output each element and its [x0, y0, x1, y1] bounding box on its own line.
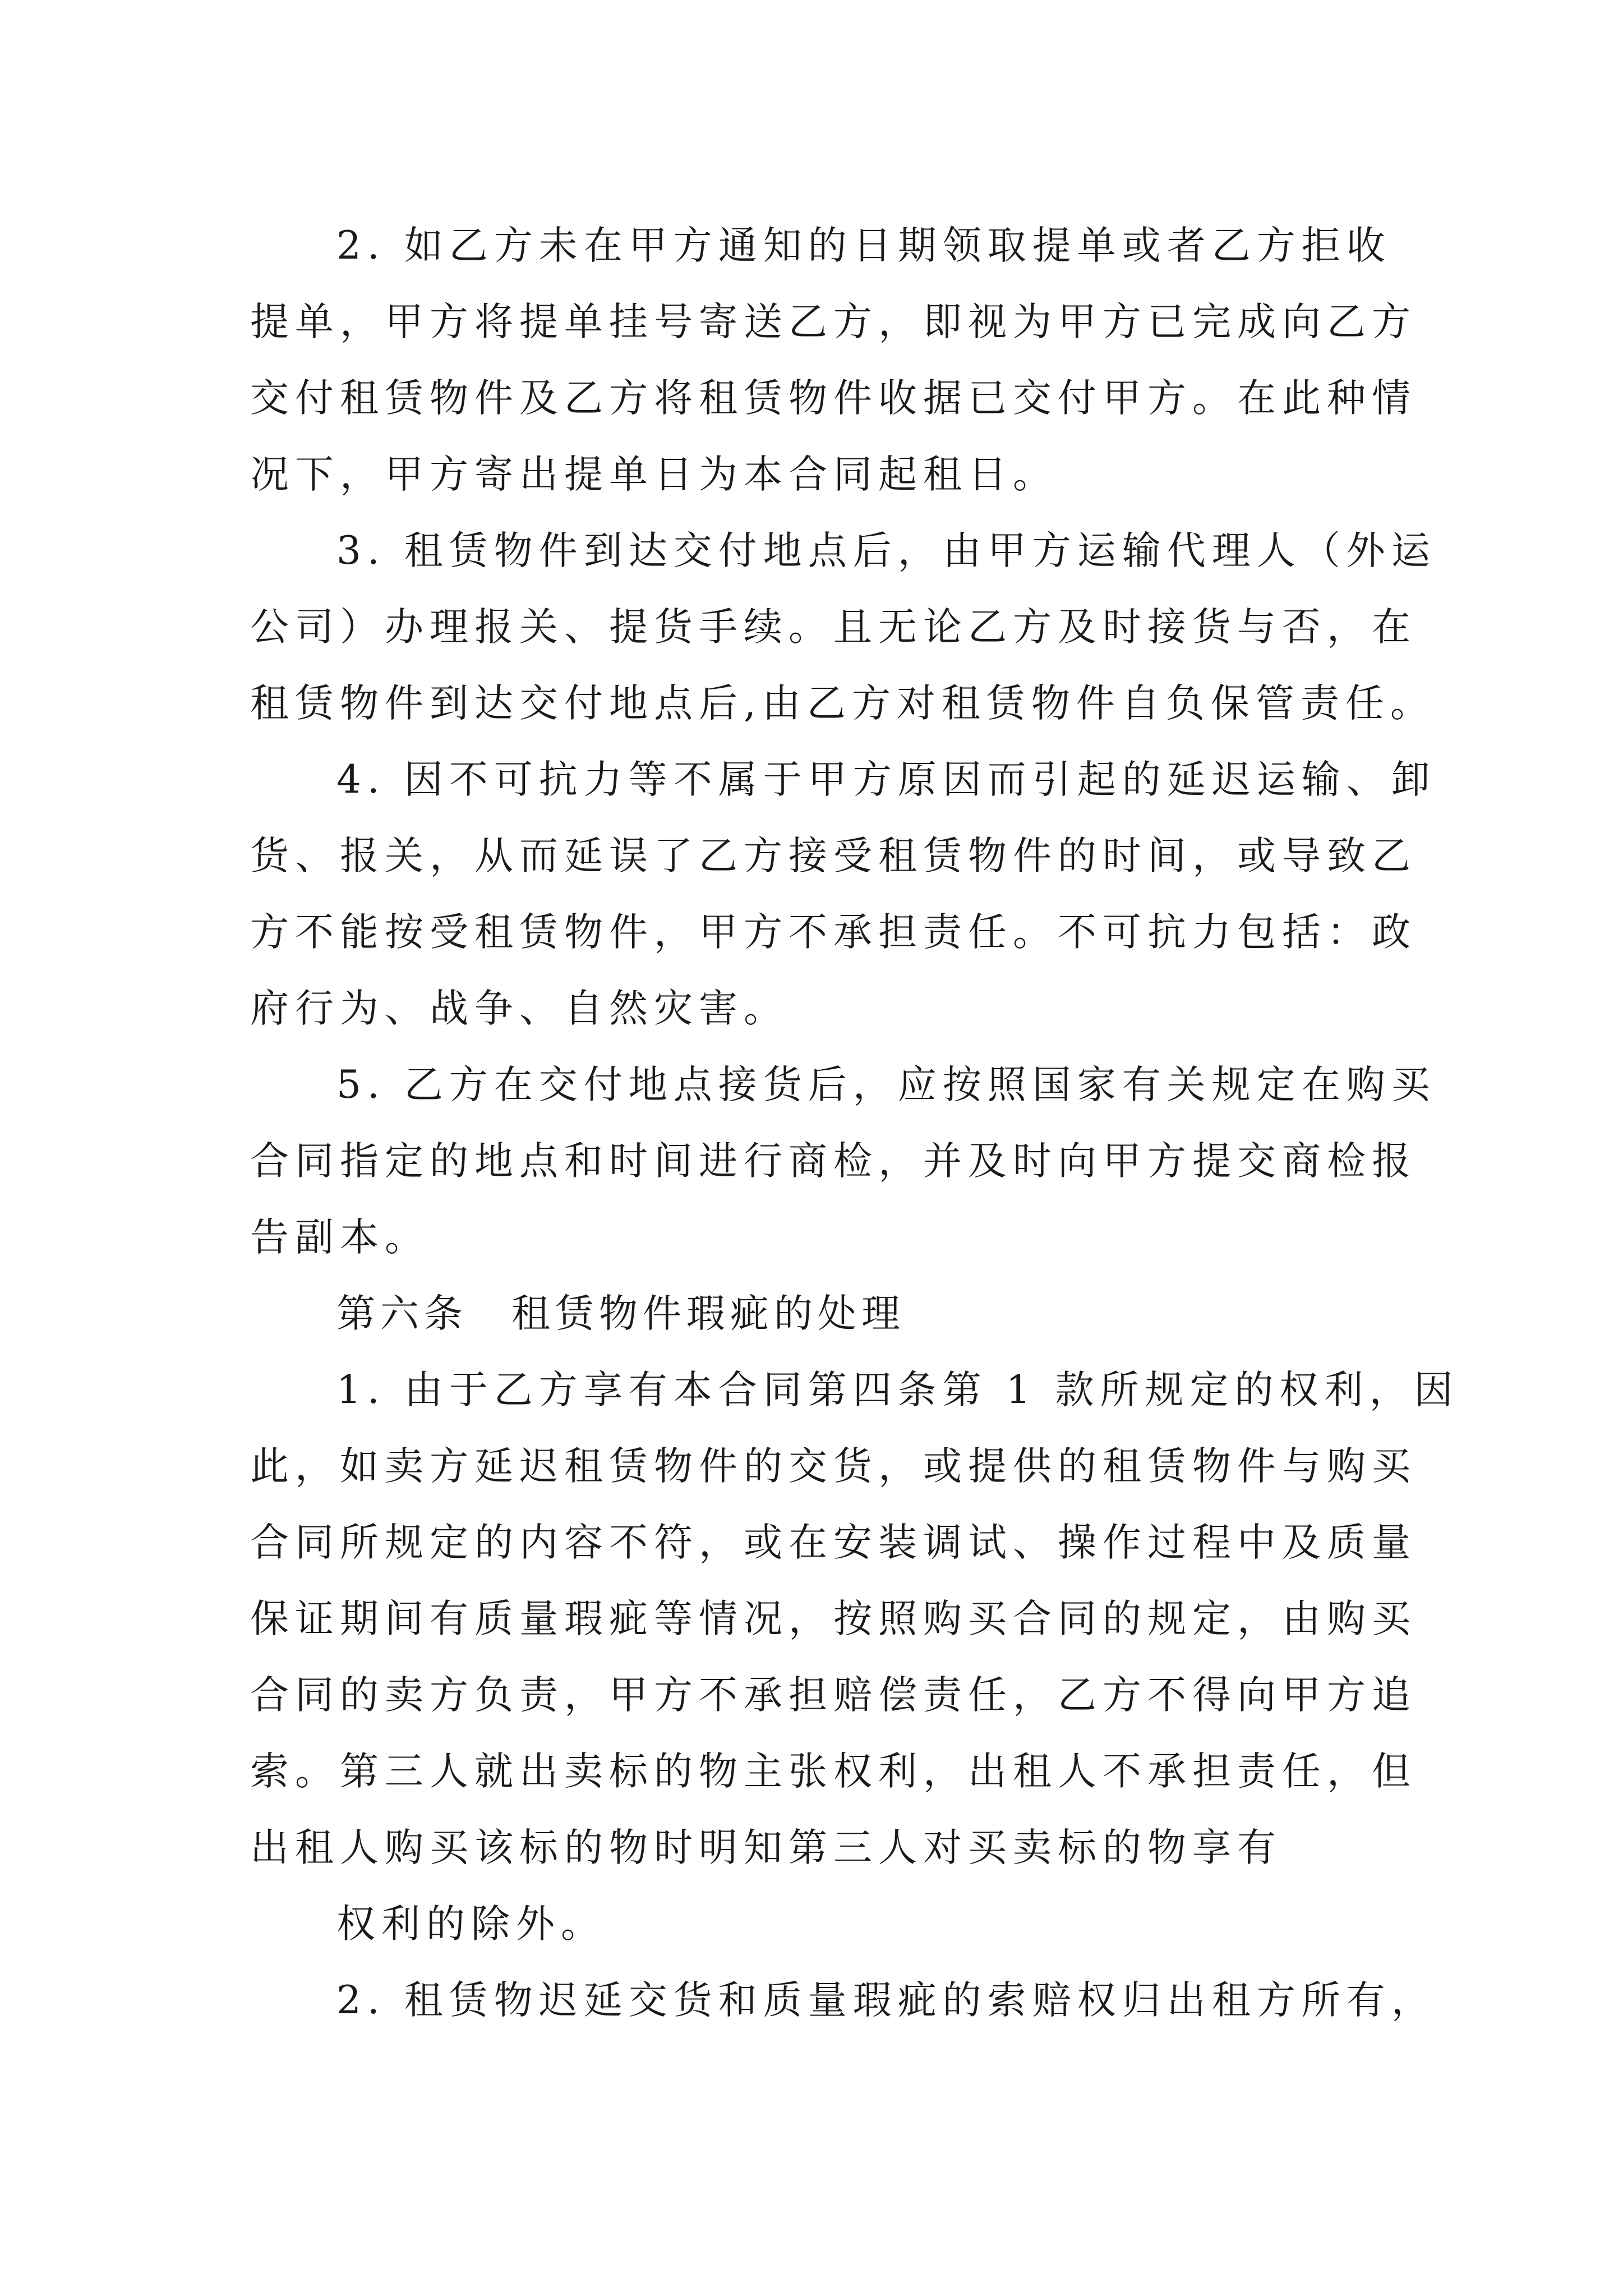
paragraph-3-line-3: 租赁物件到达交付地点后,由乙方对租赁物件自负保管责任。 — [250, 681, 1435, 726]
paragraph-2-line-3: 交付租赁物件及乙方将租赁物件收据已交付甲方。在此种情 — [250, 376, 1417, 421]
paragraph-4-line-1: 4. 因不可抗力等不属于甲方原因而引起的延迟运输、卸 — [336, 757, 1436, 802]
paragraph-4-line-4: 府行为、战争、自然灾害。 — [250, 986, 789, 1031]
article-6-paragraph-1-line-6: 索。第三人就出卖标的物主张权利，出租人不承担责任，但 — [250, 1749, 1417, 1794]
article-6-paragraph-1-line-8: 权利的除外。 — [336, 1902, 606, 1947]
article-6-heading: 第六条 租赁物件瑕疵的处理 — [336, 1291, 905, 1336]
article-6-paragraph-1-line-3: 合同所规定的内容不符，或在安装调试、操作过程中及质量 — [250, 1520, 1417, 1565]
paragraph-4-line-2: 货、报关，从而延误了乙方接受租赁物件的时间，或导致乙 — [250, 834, 1417, 878]
article-6-paragraph-1-line-4: 保证期间有质量瑕疵等情况，按照购买合同的规定，由购买 — [250, 1596, 1417, 1641]
article-6-paragraph-1-line-2: 此，如卖方延迟租赁物件的交货，或提供的租赁物件与购买 — [250, 1444, 1417, 1489]
paragraph-5-line-3: 告副本。 — [250, 1215, 430, 1260]
article-6-paragraph-2-line-1: 2. 租赁物迟延交货和质量瑕疵的索赔权归出租方所有， — [336, 1978, 1436, 2023]
paragraph-2-line-4: 况下，甲方寄出提单日为本合同起租日。 — [250, 452, 1058, 497]
paragraph-5-line-1: 5. 乙方在交付地点接货后，应按照国家有关规定在购买 — [336, 1062, 1436, 1107]
paragraph-2-line-1: 2. 如乙方未在甲方通知的日期领取提单或者乙方拒收 — [336, 223, 1391, 268]
paragraph-2-line-2: 提单，甲方将提单挂号寄送乙方，即视为甲方已完成向乙方 — [250, 300, 1417, 344]
paragraph-5-line-2: 合同指定的地点和时间进行商检，并及时向甲方提交商检报 — [250, 1139, 1417, 1184]
paragraph-3-line-2: 公司）办理报关、提货手续。且无论乙方及时接货与否，在 — [250, 605, 1417, 650]
article-6-paragraph-1-line-1: 1. 由于乙方享有本合同第四条第 1 款所规定的权利，因 — [336, 1368, 1459, 1412]
paragraph-4-line-3: 方不能按受租赁物件，甲方不承担责任。不可抗力包括：政 — [250, 910, 1417, 955]
article-6-paragraph-1-line-5: 合同的卖方负责，甲方不承担赔偿责任，乙方不得向甲方追 — [250, 1673, 1417, 1718]
paragraph-3-line-1: 3. 租赁物件到达交付地点后，由甲方运输代理人（外运 — [336, 528, 1436, 573]
article-6-paragraph-1-line-7: 出租人购买该标的物时明知第三人对买卖标的物享有 — [250, 1825, 1282, 1870]
